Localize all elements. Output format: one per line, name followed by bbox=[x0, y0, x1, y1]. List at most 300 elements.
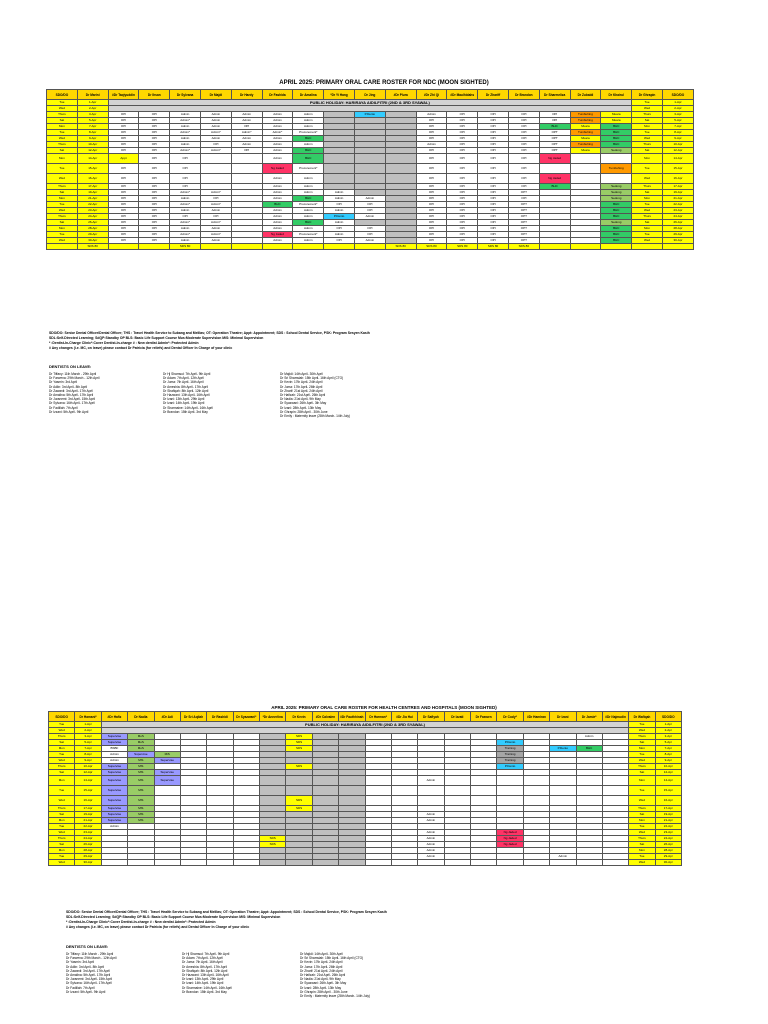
roster-cell bbox=[231, 174, 262, 184]
roster-cell: OPI bbox=[139, 232, 170, 238]
roster-cell: OPI bbox=[139, 202, 170, 208]
leave-entry: Dr Adlin: 3rd April- 8th April bbox=[66, 964, 105, 969]
roster-cell bbox=[576, 786, 602, 796]
roster-cell: OPI bbox=[508, 112, 539, 118]
roster-cell: Admin bbox=[262, 118, 293, 124]
day-cell: Mon bbox=[629, 776, 655, 786]
day-cell: Thurs bbox=[49, 806, 75, 812]
roster-cell bbox=[385, 164, 416, 174]
roster-cell: OPI bbox=[478, 112, 509, 118]
roster-cell: Admin bbox=[262, 214, 293, 220]
roster-cell: Admin bbox=[293, 208, 324, 214]
roster-cell: Admin bbox=[418, 848, 444, 854]
roster-cell: MoS bbox=[128, 740, 154, 746]
roster-cell: OPI bbox=[108, 220, 139, 226]
roster-cell: Muara bbox=[570, 136, 601, 142]
leave-entry: Dr Syazwani: 26th April- 3th May bbox=[280, 401, 327, 406]
day-cell: Wed bbox=[47, 208, 78, 214]
roster-cell: Admin* bbox=[170, 232, 201, 238]
roster-cell bbox=[154, 796, 180, 806]
leave-list bbox=[163, 372, 213, 414]
roster-cell: OPI bbox=[447, 124, 478, 130]
roster-cell: OPI bbox=[170, 184, 201, 190]
date-cell: 12-Apr bbox=[77, 148, 108, 154]
roster-cell: OPI bbox=[108, 226, 139, 232]
roster-cell bbox=[497, 796, 523, 806]
date-cell: 15-Apr bbox=[77, 164, 108, 174]
day-cell: Tue bbox=[49, 752, 75, 758]
date-cell: 3-Apr bbox=[77, 112, 108, 118]
roster-cell: Tumbuhing bbox=[570, 142, 601, 148]
leave-entry: Dr Yasmin: 3rd April bbox=[49, 380, 78, 385]
column-header: SDO/DO bbox=[49, 712, 75, 722]
roster-cell: MiS bbox=[128, 786, 154, 796]
leave-entry: Dr Izani: 28th April- 13th May bbox=[300, 985, 342, 990]
legend-line: SDL:Self-Directed Learning; SdQP:Standby OP BLS: Basic Life Support Course Mus:Moderate Supervision MiS: Minimal Supervision bbox=[66, 915, 281, 919]
roster-cell: MiS bbox=[128, 764, 154, 770]
column-header: Dr Hardy bbox=[231, 90, 262, 100]
roster-cell bbox=[385, 174, 416, 184]
roster-cell: BHC bbox=[293, 154, 324, 164]
roster-cell bbox=[539, 164, 570, 174]
roster-cell bbox=[339, 860, 365, 866]
leave-entry: Dr Zawanii: 3rd April- 17th April bbox=[66, 968, 110, 973]
roster-cell: Admin* bbox=[170, 190, 201, 196]
roster-cell: SDS bbox=[286, 796, 312, 806]
roster-cell: Ng Jaded bbox=[539, 154, 570, 164]
roster-cell: OPI bbox=[108, 136, 139, 142]
leave-entry: Dr Hj Shamsul: 7th April- 9th April bbox=[182, 952, 230, 956]
roster-cell: OPI bbox=[539, 112, 570, 118]
column-header: Dr Fashida bbox=[262, 90, 293, 100]
day-cell: Sat bbox=[629, 740, 655, 746]
roster-cell bbox=[418, 860, 444, 866]
date-cell: 22-Apr bbox=[77, 202, 108, 208]
roster-cell bbox=[354, 154, 385, 164]
roster-cell: Admin bbox=[324, 220, 355, 226]
date-cell: 19-Apr bbox=[77, 190, 108, 196]
leave-entry: Dr Izzani: 5th April- 9th April bbox=[66, 989, 106, 994]
column-header: Dr Safiyah bbox=[418, 712, 444, 722]
roster-cell: SDS bbox=[260, 842, 286, 848]
roster-cell: OPI bbox=[478, 174, 509, 184]
leave-entry: Dr Adlin: 3rd April- 8th April bbox=[49, 384, 88, 389]
date-cell: 8-Apr bbox=[655, 752, 681, 758]
roster-cell bbox=[550, 776, 576, 786]
roster-cell bbox=[286, 860, 312, 866]
date-cell: 30-Apr bbox=[75, 860, 101, 866]
roster-cell: Muara bbox=[601, 112, 632, 118]
roster-cell bbox=[601, 174, 632, 184]
roster-cell: Admin bbox=[170, 226, 201, 232]
roster-cell: OPT bbox=[539, 130, 570, 136]
day-cell: Tue bbox=[49, 854, 75, 860]
date-cell: 29-Apr bbox=[75, 854, 101, 860]
roster-cell: OPI bbox=[354, 232, 385, 238]
roster-cell: OPI bbox=[539, 118, 570, 124]
roster-cell: OPI bbox=[478, 232, 509, 238]
roster-cell: OPT bbox=[539, 148, 570, 154]
date-cell: 17-Apr bbox=[77, 184, 108, 190]
roster-cell: Ng Jaded bbox=[539, 174, 570, 184]
roster-cell: Sedong bbox=[601, 148, 632, 154]
roster-cell bbox=[354, 174, 385, 184]
roster-cell: Admin bbox=[262, 220, 293, 226]
day-cell: Tue bbox=[629, 824, 655, 830]
leave-title: DENTISTS ON LEAVE: bbox=[49, 364, 92, 369]
leave-entry: Dr Sharmaine: 14th April- 16th April bbox=[182, 985, 232, 990]
roster-cell: Admin* bbox=[262, 130, 293, 136]
roster-cell: Admin bbox=[262, 184, 293, 190]
roster-cell: OPI bbox=[416, 196, 447, 202]
roster-cell: OPT bbox=[539, 136, 570, 142]
date-cell: 29-Apr bbox=[655, 854, 681, 860]
day-cell: Mon bbox=[47, 124, 78, 130]
roster-cell bbox=[354, 164, 385, 174]
roster-cell: Admin bbox=[293, 214, 324, 220]
roster-cell: Admin* bbox=[170, 130, 201, 136]
day-cell: Wed bbox=[49, 796, 75, 806]
date-cell: 2-Apr bbox=[77, 106, 108, 112]
date-cell: 23-Apr bbox=[655, 830, 681, 836]
date-cell: 14-Apr bbox=[75, 776, 101, 786]
roster-cell bbox=[444, 786, 470, 796]
legend-line: SDO/DO: Senior Dental Officer/Dental Officer; THS : Travel Health Service to Subang and Melilas; OT: Operation Theatre; Appt: Appointment; SDS : School Dental Service, PSK: Program Sesyen Kasih bbox=[66, 910, 387, 914]
roster-cell: Tumbuhing bbox=[570, 118, 601, 124]
day-cell: Tue bbox=[49, 722, 75, 728]
table-row bbox=[47, 174, 694, 184]
roster-cell: Supervise bbox=[128, 752, 154, 758]
column-header: Dr Nadia bbox=[128, 712, 154, 722]
roster-cell: MiS bbox=[128, 796, 154, 806]
roster-cell: OPI bbox=[416, 136, 447, 142]
column-header: Dr Ghrapin bbox=[632, 90, 663, 100]
footer-cell bbox=[601, 244, 632, 250]
leave-entry: Dr Emily : Maternity leave (28th March- 14th July) bbox=[280, 413, 350, 418]
leave-list bbox=[300, 952, 370, 998]
roster-cell: Admin bbox=[293, 238, 324, 244]
roster-cell: Admin bbox=[418, 842, 444, 848]
legend-line: SDO/DO: Senior Dental Officer/Dental Officer; THS : Travel Health Service to Subang and Melilas; OT: Operation Theatre; Appt: Appointment; SDS : School Dental Service, PSK: Program Sesyen Kasih bbox=[49, 331, 370, 335]
roster-cell: OPI bbox=[508, 118, 539, 124]
roster-cell bbox=[180, 860, 206, 866]
roster-cell: OPI bbox=[416, 214, 447, 220]
roster-cell: Appt bbox=[108, 154, 139, 164]
roster-cell: Admin bbox=[200, 124, 231, 130]
roster-cell: OPT bbox=[508, 202, 539, 208]
date-cell: 22-Apr bbox=[75, 824, 101, 830]
roster-cell: Admin bbox=[293, 142, 324, 148]
roster-cell: Admin bbox=[418, 776, 444, 786]
roster-cell: BHC bbox=[601, 238, 632, 244]
roster-cell bbox=[128, 860, 154, 866]
roster-cell: BHC bbox=[601, 226, 632, 232]
day-cell: Sat bbox=[47, 148, 78, 154]
roster-cell: OPI bbox=[354, 202, 385, 208]
holiday-cell: PUBLIC HOLIDAY: HARIRAYA AIDILFITRI (2ND & 3RD SYAWAL) bbox=[101, 722, 629, 728]
roster-cell bbox=[154, 786, 180, 796]
day-cell: Mon bbox=[49, 848, 75, 854]
roster-cell: OPI bbox=[416, 208, 447, 214]
column-header: Dr Zubaidi bbox=[570, 90, 601, 100]
roster2-table bbox=[48, 711, 682, 866]
roster-cell bbox=[391, 796, 417, 806]
roster-cell bbox=[523, 860, 549, 866]
roster-cell: OPI bbox=[447, 190, 478, 196]
day-cell: Thurs bbox=[632, 142, 663, 148]
column-header: Dr Harman* bbox=[365, 712, 391, 722]
roster-cell: OPI bbox=[139, 118, 170, 124]
date-cell: 1-Apr bbox=[75, 722, 101, 728]
roster-cell bbox=[339, 776, 365, 786]
roster-cell bbox=[231, 164, 262, 174]
roster-cell: BHC bbox=[601, 208, 632, 214]
roster-cell: Procurement* bbox=[293, 130, 324, 136]
footer-cell bbox=[354, 244, 385, 250]
roster-cell: Admin bbox=[418, 830, 444, 836]
footer-cell bbox=[139, 244, 170, 250]
leave-list bbox=[49, 372, 100, 414]
roster-cell: OPI bbox=[478, 118, 509, 124]
leave-entry: Dr Farwena: 29th March - 12th April bbox=[66, 956, 117, 961]
roster-cell bbox=[154, 860, 180, 866]
roster-cell: Admin* bbox=[170, 220, 201, 226]
roster-cell: BHC bbox=[293, 220, 324, 226]
date-cell: 8-Apr bbox=[662, 130, 693, 136]
roster-cell: OPI bbox=[478, 226, 509, 232]
date-cell: 30-Apr bbox=[655, 860, 681, 866]
roster-cell: Admin bbox=[170, 196, 201, 202]
day-cell: Sat bbox=[49, 740, 75, 746]
roster-cell: OPI bbox=[139, 208, 170, 214]
legend-line: # Any changes (i.e. MC, on leave) please contact Dr Patricia (for reliefs) and Dental Officer In Charge of your clinic bbox=[49, 346, 233, 350]
roster-cell: Sedong bbox=[601, 220, 632, 226]
date-cell: 26-Apr bbox=[662, 220, 693, 226]
day-cell: Wed bbox=[629, 758, 655, 764]
roster-cell: OPI bbox=[478, 136, 509, 142]
roster-cell: OPI bbox=[447, 164, 478, 174]
roster-cell: Admin bbox=[293, 124, 324, 130]
roster-cell: OPI bbox=[108, 174, 139, 184]
day-cell: Thurs bbox=[47, 142, 78, 148]
roster-cell: OPI bbox=[231, 148, 262, 154]
roster-cell: Admin bbox=[293, 174, 324, 184]
leave-entry: Dr Izzani: 5th April- 9th April bbox=[49, 409, 89, 414]
roster-cell: OPI bbox=[447, 220, 478, 226]
roster-cell: Procurement* bbox=[293, 232, 324, 238]
roster-cell: OPI bbox=[447, 208, 478, 214]
day-cell: Thurs bbox=[632, 214, 663, 220]
roster-cell: OPI bbox=[508, 148, 539, 154]
roster-cell: SDS bbox=[286, 740, 312, 746]
column-header: #Dr Hamiran bbox=[523, 712, 549, 722]
roster-cell bbox=[200, 164, 231, 174]
roster-cell: OPI bbox=[447, 184, 478, 190]
roster-cell: OPI bbox=[416, 148, 447, 154]
roster-cell bbox=[260, 860, 286, 866]
column-header: Dr Izani bbox=[550, 712, 576, 722]
roster-cell: Supervise bbox=[154, 758, 180, 764]
roster-cell bbox=[312, 860, 338, 866]
date-cell: 26-Apr bbox=[75, 842, 101, 848]
day-cell: Wed bbox=[49, 728, 75, 734]
roster-cell: OPI bbox=[447, 202, 478, 208]
roster2-legend bbox=[66, 910, 387, 930]
roster-cell: Admin bbox=[262, 112, 293, 118]
roster-cell: OPI bbox=[108, 238, 139, 244]
roster-cell: OPI bbox=[447, 196, 478, 202]
roster-cell bbox=[418, 786, 444, 796]
date-cell: 7-Apr bbox=[75, 746, 101, 752]
roster-cell: Training bbox=[497, 758, 523, 764]
roster-cell: Supervise bbox=[101, 734, 127, 740]
roster-cell: OPI bbox=[108, 196, 139, 202]
column-header: Dr Jamie* bbox=[576, 712, 602, 722]
roster-cell: Supervise bbox=[101, 796, 127, 806]
roster-cell: OPI bbox=[478, 196, 509, 202]
roster-cell bbox=[207, 776, 233, 786]
roster-cell: Sedong bbox=[601, 196, 632, 202]
roster-cell: Admin bbox=[170, 142, 201, 148]
column-header: #Dr Fauthhinah bbox=[339, 712, 365, 722]
leave-entry: Dr Adam: 7th April- 12th April bbox=[182, 956, 223, 961]
day-cell: Thurs bbox=[49, 764, 75, 770]
roster-cell: Admin bbox=[324, 232, 355, 238]
date-cell: 30-Apr bbox=[662, 238, 693, 244]
roster-cell: OPI bbox=[139, 226, 170, 232]
footer-cell bbox=[293, 244, 324, 250]
day-cell: Tue bbox=[629, 786, 655, 796]
date-cell: 9-Apr bbox=[75, 758, 101, 764]
roster-cell: Admin bbox=[101, 824, 127, 830]
roster-cell: Muara bbox=[601, 118, 632, 124]
column-header: Dr Amalina bbox=[293, 90, 324, 100]
day-cell: Mon bbox=[632, 124, 663, 130]
roster-cell: MiS bbox=[128, 770, 154, 776]
leave-entry: Dr Majidi: 14th April- 30th April bbox=[300, 952, 343, 956]
roster-cell: MoS bbox=[128, 746, 154, 752]
roster-cell: Ng Jaded bbox=[262, 164, 293, 174]
roster-cell: Admin bbox=[293, 118, 324, 124]
roster-cell: Sedong bbox=[601, 184, 632, 190]
date-cell: 9-Apr bbox=[662, 136, 693, 142]
leave-entry: Dr Tiffany: 11th March - 29th April bbox=[49, 372, 97, 376]
roster-cell: BHC bbox=[601, 124, 632, 130]
table-row bbox=[49, 860, 682, 866]
footer-cell bbox=[47, 244, 78, 250]
day-cell: Tue bbox=[47, 100, 78, 106]
day-cell: Tue bbox=[629, 854, 655, 860]
day-cell: Thurs bbox=[629, 836, 655, 842]
roster-cell bbox=[602, 776, 628, 786]
roster-cell: BHC bbox=[262, 202, 293, 208]
roster-cell: OPI bbox=[447, 118, 478, 124]
day-cell: Tue bbox=[629, 752, 655, 758]
roster-cell: Admin bbox=[418, 818, 444, 824]
legend-line: # Any changes (i.e. MC, on leave) please contact Dr Patricia (for reliefs) and Dental Officer In Charge of your clinic bbox=[66, 925, 250, 929]
leave-entry: Dr Nadia: 21st April- 9th May bbox=[300, 977, 341, 982]
roster-cell bbox=[471, 786, 497, 796]
leave-entry: Dr Sri Shamsiah: 15th April- 16th April (CTO) bbox=[300, 956, 364, 961]
date-cell: 30-Apr bbox=[77, 238, 108, 244]
day-cell: Wed bbox=[47, 106, 78, 112]
column-header: Dr Sharmeliza bbox=[539, 90, 570, 100]
roster-cell: Admin* bbox=[170, 118, 201, 124]
date-cell: 14-Apr bbox=[655, 776, 681, 786]
roster-cell: OPI bbox=[139, 130, 170, 136]
roster-cell bbox=[471, 796, 497, 806]
date-cell: 7-Apr bbox=[662, 124, 693, 130]
roster-cell bbox=[365, 860, 391, 866]
date-cell: 19-Apr bbox=[655, 812, 681, 818]
date-cell: 16-Apr bbox=[655, 796, 681, 806]
roster-cell: OPI bbox=[170, 174, 201, 184]
roster-cell: Admin bbox=[200, 136, 231, 142]
date-cell: 19-Apr bbox=[662, 190, 693, 196]
roster-cell: OPT bbox=[508, 190, 539, 196]
roster-cell: Supervise bbox=[101, 764, 127, 770]
roster-cell: Admin bbox=[262, 238, 293, 244]
column-header: SDO/DO bbox=[47, 90, 78, 100]
roster-cell bbox=[576, 776, 602, 786]
column-header: #Dr Maulhidahs bbox=[447, 90, 478, 100]
roster-cell bbox=[339, 786, 365, 796]
column-header: #Dr Najmudin bbox=[602, 712, 628, 722]
roster-cell: OPI bbox=[139, 142, 170, 148]
roster-cell bbox=[200, 154, 231, 164]
roster-cell bbox=[497, 786, 523, 796]
day-cell: Tue bbox=[632, 130, 663, 136]
roster-cell: OPI bbox=[478, 154, 509, 164]
roster-cell: Admin bbox=[324, 196, 355, 202]
roster-cell: OPI bbox=[108, 112, 139, 118]
roster-cell: Admin bbox=[418, 836, 444, 842]
date-cell: 12-Apr bbox=[75, 770, 101, 776]
roster-cell bbox=[471, 776, 497, 786]
roster-cell: OPI bbox=[139, 196, 170, 202]
roster-cell: Admin bbox=[262, 190, 293, 196]
roster-cell bbox=[233, 860, 259, 866]
roster-cell: OPI bbox=[478, 238, 509, 244]
leave-entry: Dr Ghrapin: 28th April - 30th June bbox=[280, 409, 328, 414]
roster-cell: OPI bbox=[447, 136, 478, 142]
day-cell: Sat bbox=[629, 770, 655, 776]
day-cell: Wed bbox=[632, 208, 663, 214]
date-cell: 17-Apr bbox=[662, 184, 693, 190]
day-cell: Wed bbox=[47, 174, 78, 184]
roster-cell: Admin* bbox=[170, 202, 201, 208]
roster-cell: Admin bbox=[262, 226, 293, 232]
leave-entry: Dr Amalina: 5th April- 17th April bbox=[49, 392, 94, 397]
day-cell: Sat bbox=[47, 118, 78, 124]
roster-cell: SDS bbox=[286, 746, 312, 752]
roster-cell: MiS bbox=[128, 818, 154, 824]
column-header: Dr Syazwani* bbox=[233, 712, 259, 722]
roster-cell: Admin bbox=[262, 196, 293, 202]
roster-cell: OPI bbox=[139, 164, 170, 174]
legend-line: * :Dentist-In-Charge Clinic*:Cover Dentist-In-charge # : New dentist Admin*: Protected Admin bbox=[49, 341, 199, 345]
date-cell: 1-Apr bbox=[662, 100, 693, 106]
leave-entry: Dr Ghrapin: 28th April - 30th June bbox=[300, 989, 348, 994]
roster-cell: Admin* bbox=[200, 148, 231, 154]
roster-cell: OPI bbox=[108, 164, 139, 174]
roster-cell: Admin* bbox=[200, 190, 231, 196]
roster-cell: Tumbuhing bbox=[570, 130, 601, 136]
roster-cell: Admin* bbox=[200, 232, 231, 238]
leave-entry: Dr Sharmaine: 14th April- 16th April bbox=[163, 405, 213, 410]
date-cell: 22-Apr bbox=[655, 824, 681, 830]
roster-cell: Admin bbox=[200, 238, 231, 244]
